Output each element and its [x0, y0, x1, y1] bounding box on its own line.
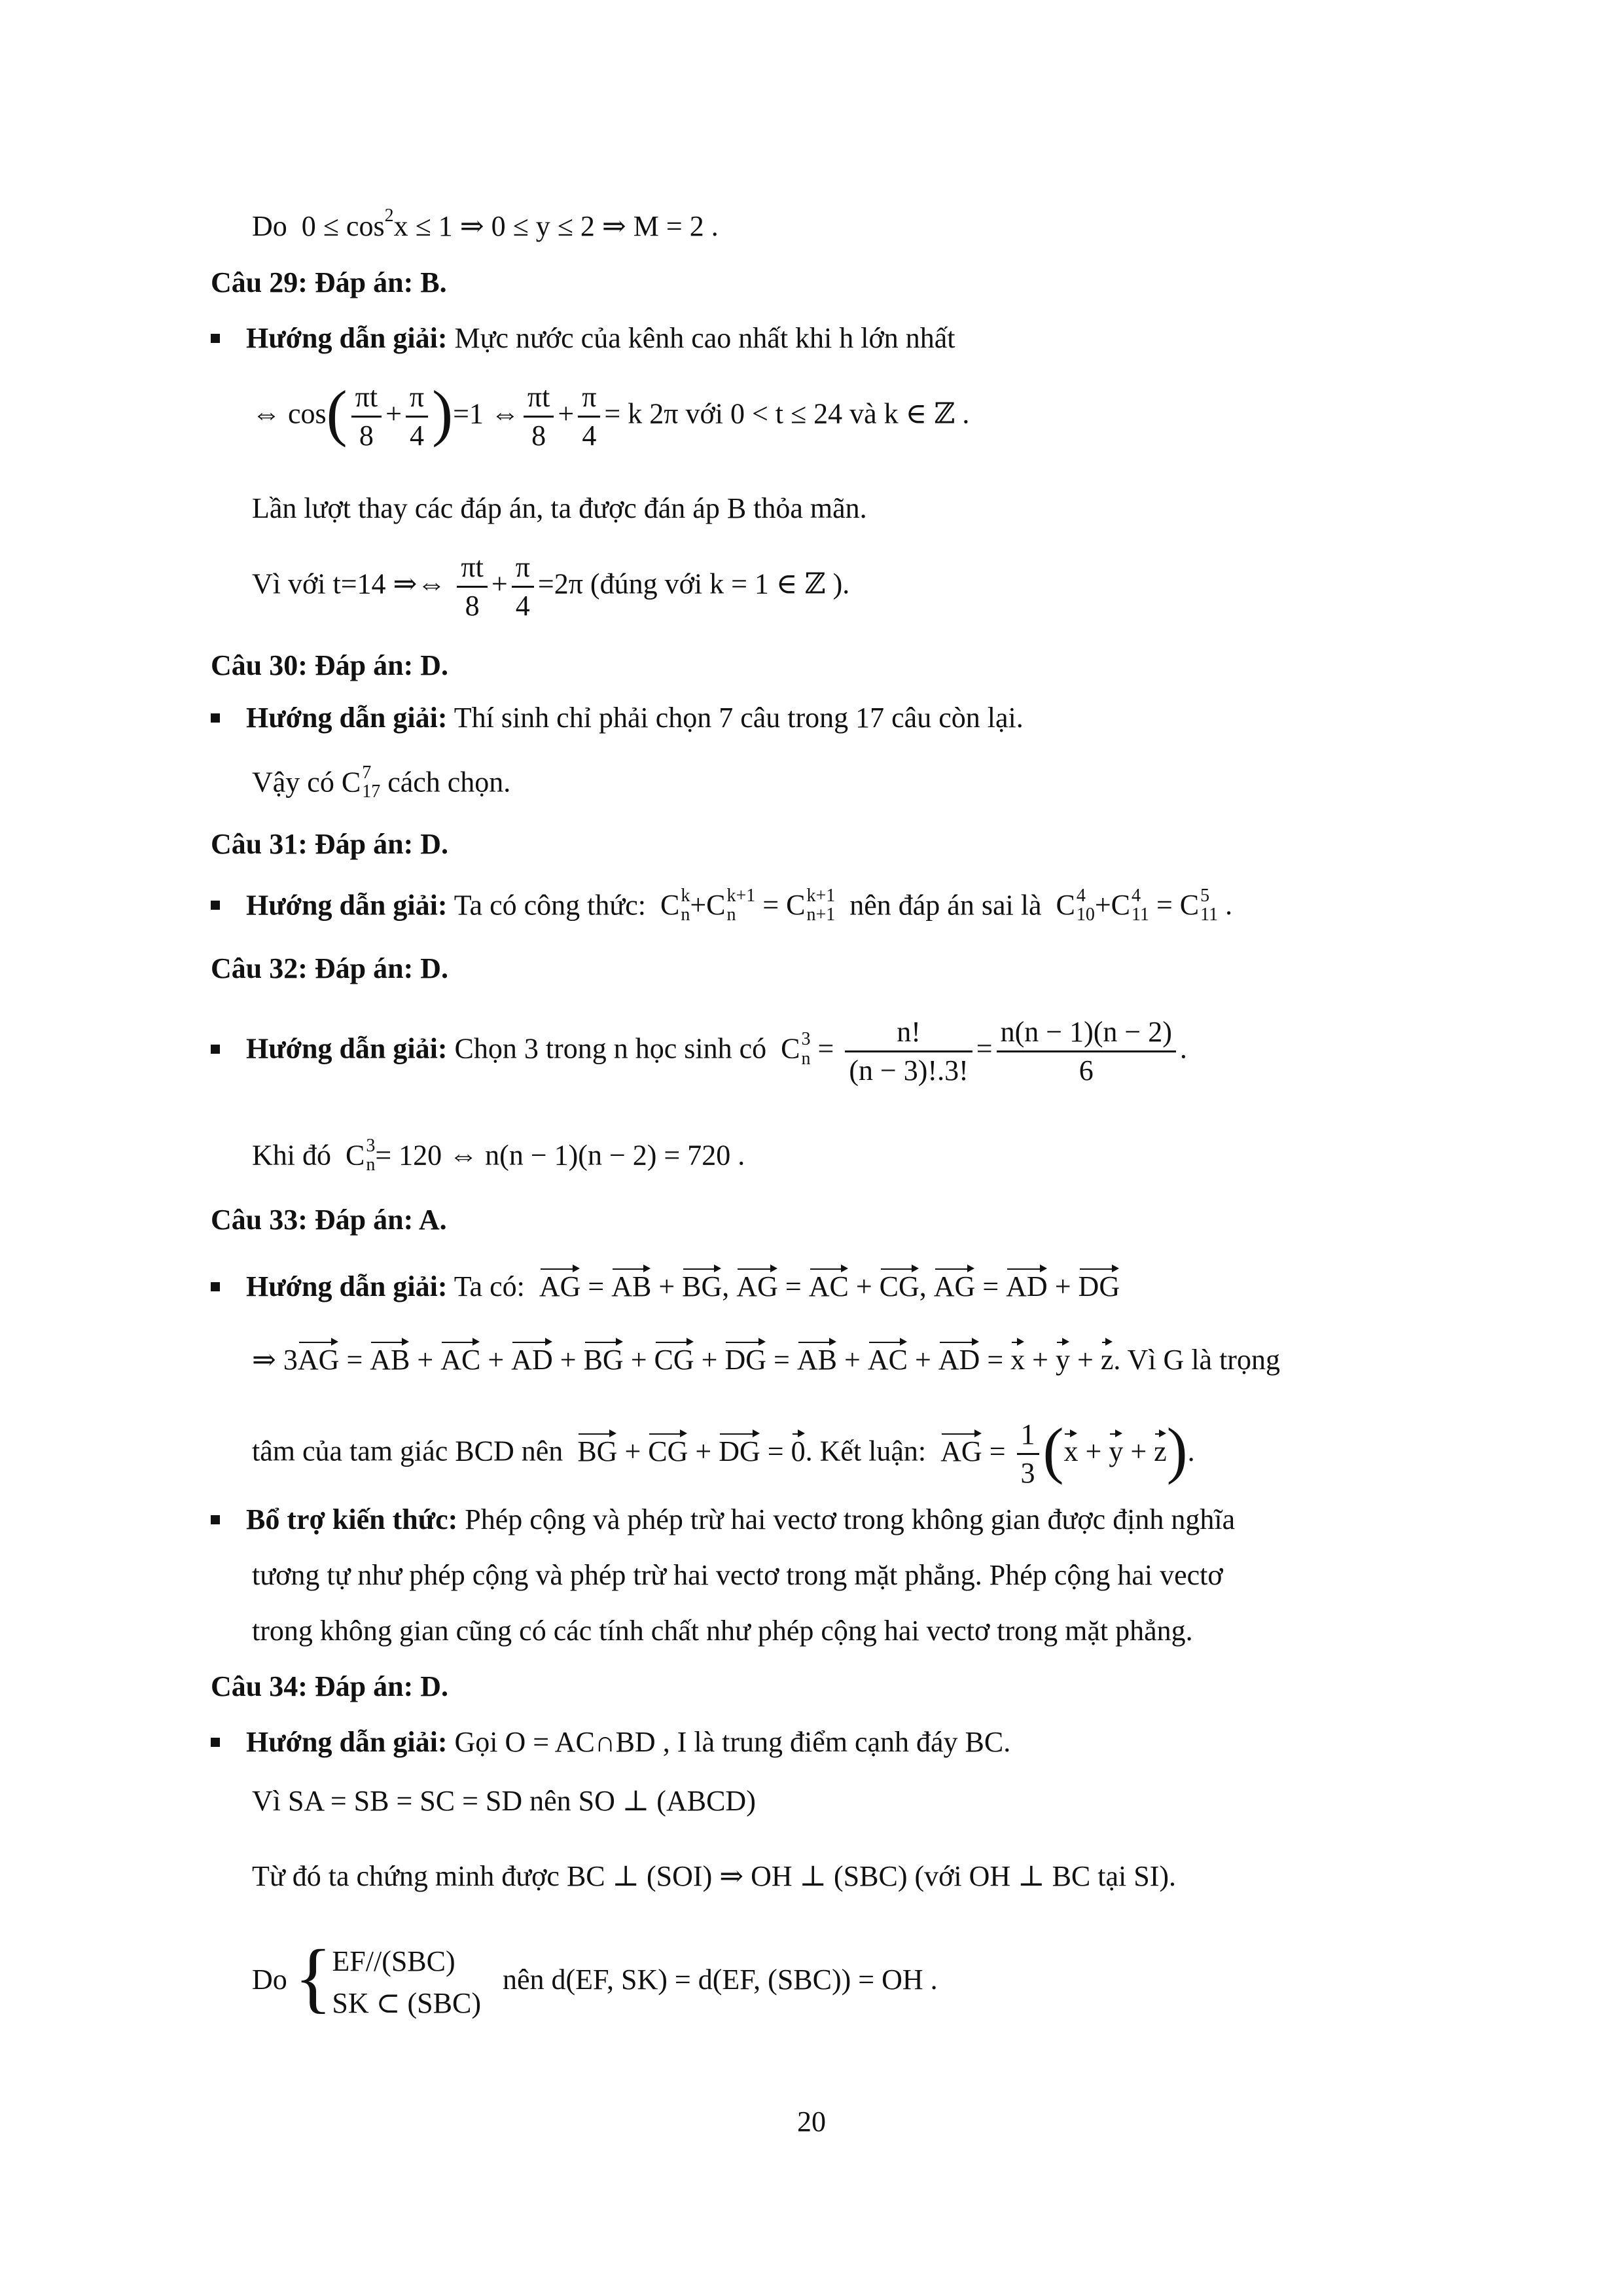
exponent: 2: [384, 206, 394, 226]
bullet-icon: [211, 1045, 220, 1054]
denominator: 4: [515, 590, 530, 622]
question-34-heading: Câu 34: Đáp án: D.: [211, 1670, 449, 1702]
bullet-icon: [211, 713, 220, 723]
hint-label: Hướng dẫn giải:: [246, 889, 448, 922]
question-34-line4: [252, 1933, 938, 2024]
question-33-support-2: tương tự như phép cộng và phép trừ hai vectơ trong mặt phẳng. Phép cộng hai vectơ: [252, 1559, 1223, 1591]
vector-equations: AG = AB + BG, AG = AC + CG, AG = AD + DG: [539, 1270, 1120, 1302]
fraction: [578, 383, 600, 450]
denominator: 6: [1079, 1054, 1094, 1086]
bullet-icon: [211, 1738, 220, 1747]
math: Vì với t=14 ⇒⇔: [252, 567, 446, 600]
math: x ≤ 1 ⇒ 0 ≤ y ≤ 2 ⇒ M = 2 .: [393, 210, 719, 242]
question-34-hint: [211, 1728, 1010, 1757]
hint-text: Ta có:: [454, 1270, 525, 1302]
support-text: Phép cộng và phép trừ hai vectơ trong không gian được định nghĩa: [465, 1503, 1236, 1535]
hint-text: Chọn 3 trong n học sinh có: [454, 1032, 767, 1065]
hint-text: Gọi O = AC∩BD , I là trung điểm cạnh đáy BC.: [454, 1726, 1011, 1758]
math: 0 ≤ cos: [301, 210, 385, 242]
paren: (: [326, 377, 348, 448]
vector-zero: BG + CG + DG = 0: [577, 1435, 805, 1467]
text: nên đáp án sai là: [849, 889, 1042, 922]
text: cách chọn.: [380, 766, 511, 798]
math: ⇔ cos: [252, 397, 327, 430]
numerator: π: [512, 553, 534, 588]
support-label: Bổ trợ kiến thức:: [246, 1503, 458, 1535]
subscript: 17: [362, 781, 381, 802]
denominator: 8: [359, 420, 374, 452]
fraction: [457, 553, 487, 620]
question-30-heading: Câu 30: Đáp án: D.: [211, 649, 449, 681]
question-29-hint: [211, 324, 955, 353]
hint-text: Mực nước của kênh cao nhất khi h lớn nhất: [454, 322, 955, 354]
fraction: [997, 1018, 1176, 1085]
question-30-hint: [211, 704, 1024, 732]
hint-label: Hướng dẫn giải:: [246, 702, 448, 734]
bullet-icon: [211, 334, 220, 343]
hint-label: Hướng dẫn giải:: [246, 1270, 448, 1302]
condition: SK ⊂ (SBC): [332, 1986, 481, 2019]
question-33-hint: [211, 1268, 1120, 1301]
hint-text: Ta có công thức:: [454, 889, 646, 922]
text: . Vì G là trọng: [1113, 1344, 1280, 1376]
fraction: [351, 383, 382, 450]
question-29-line3: Vì với t=14 ⇒⇔ $\frac{\pi t}{8}$ + $\frac{\pi}{4}$ =2π (đúng với k = 1 ∈ ℤ ).: [252, 551, 850, 622]
math: nên d(EF, SK) = d(EF, (SBC)) = OH .: [502, 1963, 938, 1996]
question-33-support: [211, 1505, 1235, 1534]
condition-system: [332, 1941, 481, 2024]
question-29-equation: ⇔ cos( $\frac{\pi t}{8}$ + $\frac{\pi}{4}$ )=1 ⇔ $\frac{\pi t}{8}$ + $\frac{\pi}{4}$ = k 2π với 0 < t ≤ 24 và k ∈ ℤ .: [252, 377, 970, 452]
numerator: πt: [524, 383, 554, 418]
fraction: [406, 383, 428, 450]
question-30-line2: [252, 762, 511, 804]
bullet-icon: [211, 1282, 220, 1291]
fraction: [845, 1018, 972, 1085]
superscript: 7: [362, 762, 372, 783]
question-29-line2: Lần lượt thay các đáp án, ta được đán áp B thỏa mãn.: [252, 492, 867, 524]
numerator: πt: [351, 383, 382, 418]
binomial-identity: C k n +C k+1 n = C k+1 n+1: [660, 886, 836, 925]
denominator: 4: [410, 420, 425, 452]
text: . Kết luận:: [805, 1435, 927, 1467]
numerator: π: [578, 383, 600, 418]
text: Khi đó: [252, 1139, 331, 1172]
math: = k 2π với 0 < t ≤ 24 và k ∈ ℤ .: [604, 397, 970, 430]
question-29-heading: Câu 29: Đáp án: B.: [211, 266, 447, 298]
denominator: 8: [465, 590, 480, 622]
numerator: n(n − 1)(n − 2): [997, 1018, 1176, 1052]
question-32-hint: Hướng dẫn giải: Chọn 3 trong n học sinh có C 3 n = $\frac{n!}{(n - 3)!.3!}$ = $\frac{n(n - 1)(n - 2)}{6}$ .: [211, 1018, 1187, 1085]
numerator: π: [406, 383, 428, 418]
question-33-line2: [252, 1342, 1280, 1374]
hint-label: Hướng dẫn giải:: [246, 1032, 448, 1065]
math: = 120 ⇔ n(n − 1)(n − 2) = 720 .: [375, 1139, 745, 1172]
question-34-line3: Từ đó ta chứng minh được BC ⊥ (SOI) ⇒ OH ⊥ (SBC) (với OH ⊥ BC tại SI).: [252, 1860, 1177, 1892]
page-number: 20: [797, 2106, 826, 2138]
denominator: 8: [531, 420, 546, 452]
question-32-heading: Câu 32: Đáp án: D.: [211, 952, 449, 984]
sup-sub: [362, 763, 380, 802]
numerator: πt: [457, 553, 487, 588]
condition: EF//(SBC): [332, 1945, 455, 1977]
bullet-icon: [211, 1515, 220, 1524]
hint-label: Hướng dẫn giải:: [246, 322, 448, 354]
math: =2π (đúng với k = 1 ∈ ℤ ).: [537, 567, 850, 600]
fraction: [512, 553, 534, 620]
bullet-icon: [211, 901, 220, 910]
fraction: [524, 383, 554, 450]
text: tâm của tam giác BCD nên: [252, 1435, 563, 1467]
numerator: n!: [845, 1018, 972, 1052]
hint-label: Hướng dẫn giải:: [246, 1726, 448, 1758]
text: Do: [252, 210, 287, 242]
question-33-heading: Câu 33: Đáp án: A.: [211, 1204, 447, 1236]
question-33-line3: [252, 1414, 1195, 1489]
conclusion: AG = $\frac{1}{3}$ (x + y + z).: [940, 1414, 1195, 1489]
hint-text: Thí sinh chỉ phải chọn 7 câu trong 17 câu còn lại.: [454, 702, 1024, 734]
wrong-answer: C 4 10 +C 4 11 = C 5 11 .: [1056, 886, 1233, 925]
brace: {: [294, 1933, 332, 2020]
question-31-hint: [211, 886, 1233, 927]
denominator: (n − 3)!.3!: [849, 1054, 969, 1086]
question-32-line2: Khi đó C 3 n = 120 ⇔ n(n − 1)(n − 2) = 720 .: [252, 1136, 745, 1175]
paren: ): [432, 377, 454, 448]
line-cos-bound: [252, 207, 719, 241]
vector-sum: ⇒ 3AG = AB + AC + AD + BG + CG + DG = AB + AC + AD = x + y + z: [252, 1344, 1113, 1376]
math: =1 ⇔: [453, 397, 520, 430]
question-33-support-3: trong không gian cũng có các tính chất như phép cộng hai vectơ trong mặt phẳng.: [252, 1615, 1193, 1647]
denominator: 4: [582, 420, 597, 452]
text: Do: [252, 1963, 287, 1996]
question-31-heading: Câu 31: Đáp án: D.: [211, 828, 449, 860]
math: Vậy có C: [252, 766, 361, 798]
question-34-line2: Vì SA = SB = SC = SD nên SO ⊥ (ABCD): [252, 1785, 756, 1817]
